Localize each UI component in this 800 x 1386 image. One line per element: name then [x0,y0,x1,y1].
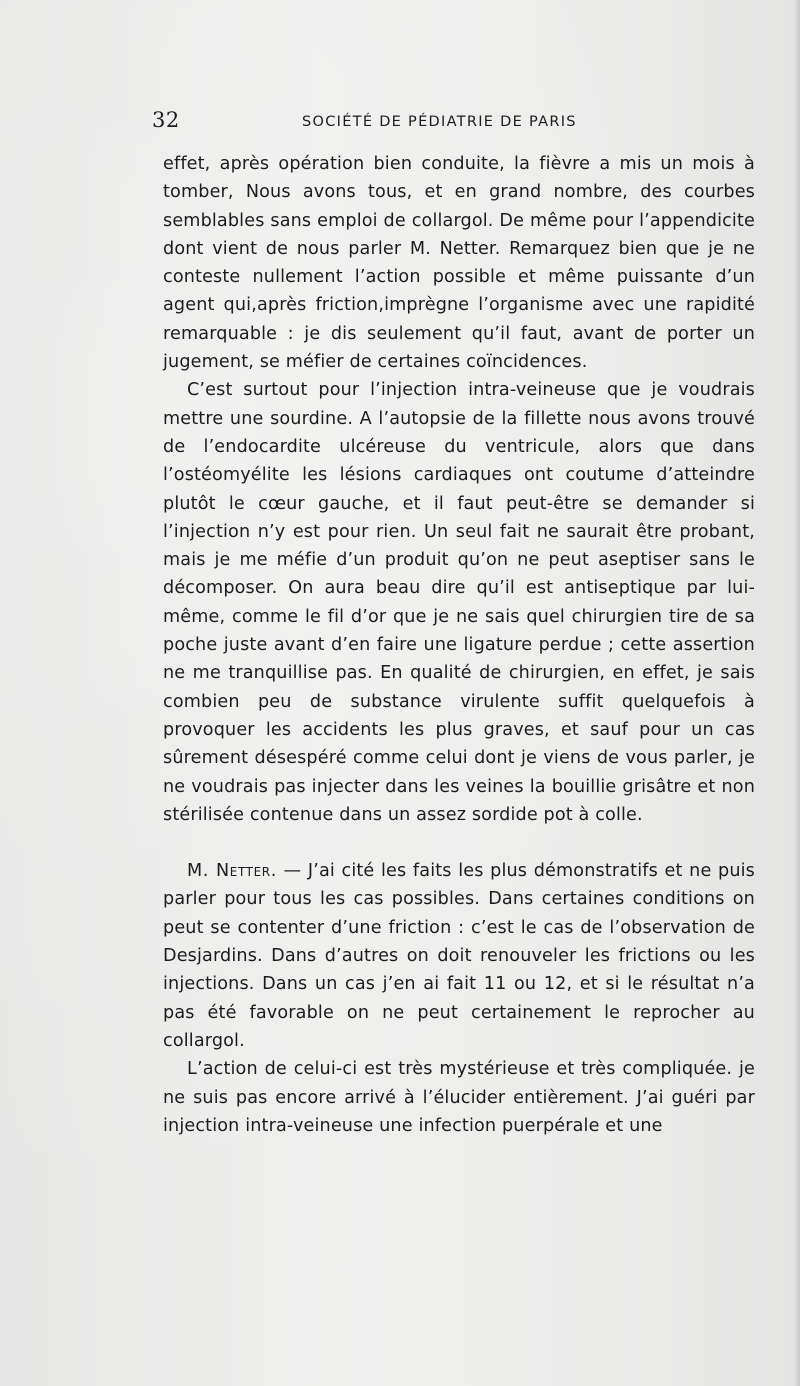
body-text [163,150,755,1140]
paragraph-text: — J’ai cité les faits les plus démonstratifs et ne puis parler pour tous les cas possibles. Dans certaines conditions on peut se contenter d’une friction : c’est le cas de l’observation de Desjardins. Dans d’autres on doit renouveler les frictions ou les injections. Dans un cas j’en ai fait 11 ou 12, et si le résultat n’a pas été favorable on ne peut certainement le reprocher au collargol. [163,861,755,1051]
paragraph-text: effet, après opération bien conduite, la fièvre a mis un mois à tomber, Nous avons tous, et en grand nombre, des courbes semblables sans emploi de collargol. De même pour l’appendicite dont vient de nous parler M. Netter. Remarquez bien que je ne conteste nullement l’action possible et même puissante d’un agent qui,après friction,imprègne l’organisme avec une rapidité remarquable : je dis seulement qu’il faut, avant de porter un jugement, se méfier de certaines coïncidences. [163,154,755,373]
page-number: 32 [152,108,180,132]
paragraph-collargol-action [163,1055,755,1140]
page-header [152,108,752,138]
paragraph-netter-reply [163,857,755,1055]
running-title: SOCIÉTÉ DE PÉDIATRIE DE PARIS [302,114,577,130]
paragraph-continuation [163,150,755,376]
paragraph-gap [163,829,755,857]
paragraph-text: C’est surtout pour l’injection intra-veineuse que je voudrais mettre une sourdine. A l’autopsie de la fillette nous avons trouvé de l’endocardite ulcéreuse du ventricule, alors que dans l’ostéomyélite les lésions cardiaques ont coutume d’atteindre plutôt le cœur gauche, et il faut peut-être se demander si l’injection n’y est pour rien. Un seul fait ne saurait être probant, mais je me méfie d’un produit qu’on ne peut aseptiser sans le décomposer. On aura beau dire qu’il est antiseptique par lui-même, comme le fil d’or que je ne sais quel chirurgien tire de sa poche juste avant d’en faire une ligature perdue ; cette assertion ne me tranquillise pas. En qualité de chirurgien, en effet, je sais combien peu de substance virulente suffit quelquefois à provoquer les accidents les plus graves, et sauf pour un cas sûrement désespéré comme celui dont je viens de vous parler, je ne voudrais pas injecter dans les veines la bouillie grisâtre et non stérilisée contenue dans un assez sordide pot à colle. [163,380,755,825]
paragraph-text: L’action de celui-ci est très mystérieuse et très compliquée. je ne suis pas encore arrivé à l’élucider entièrement. J’ai guéri par injection intra-veineuse une infection puerpérale et une [163,1059,755,1136]
page-edge-shadow [794,0,800,1386]
paragraph-injection [163,376,755,829]
speaker-name: M. Netter. [187,861,277,882]
